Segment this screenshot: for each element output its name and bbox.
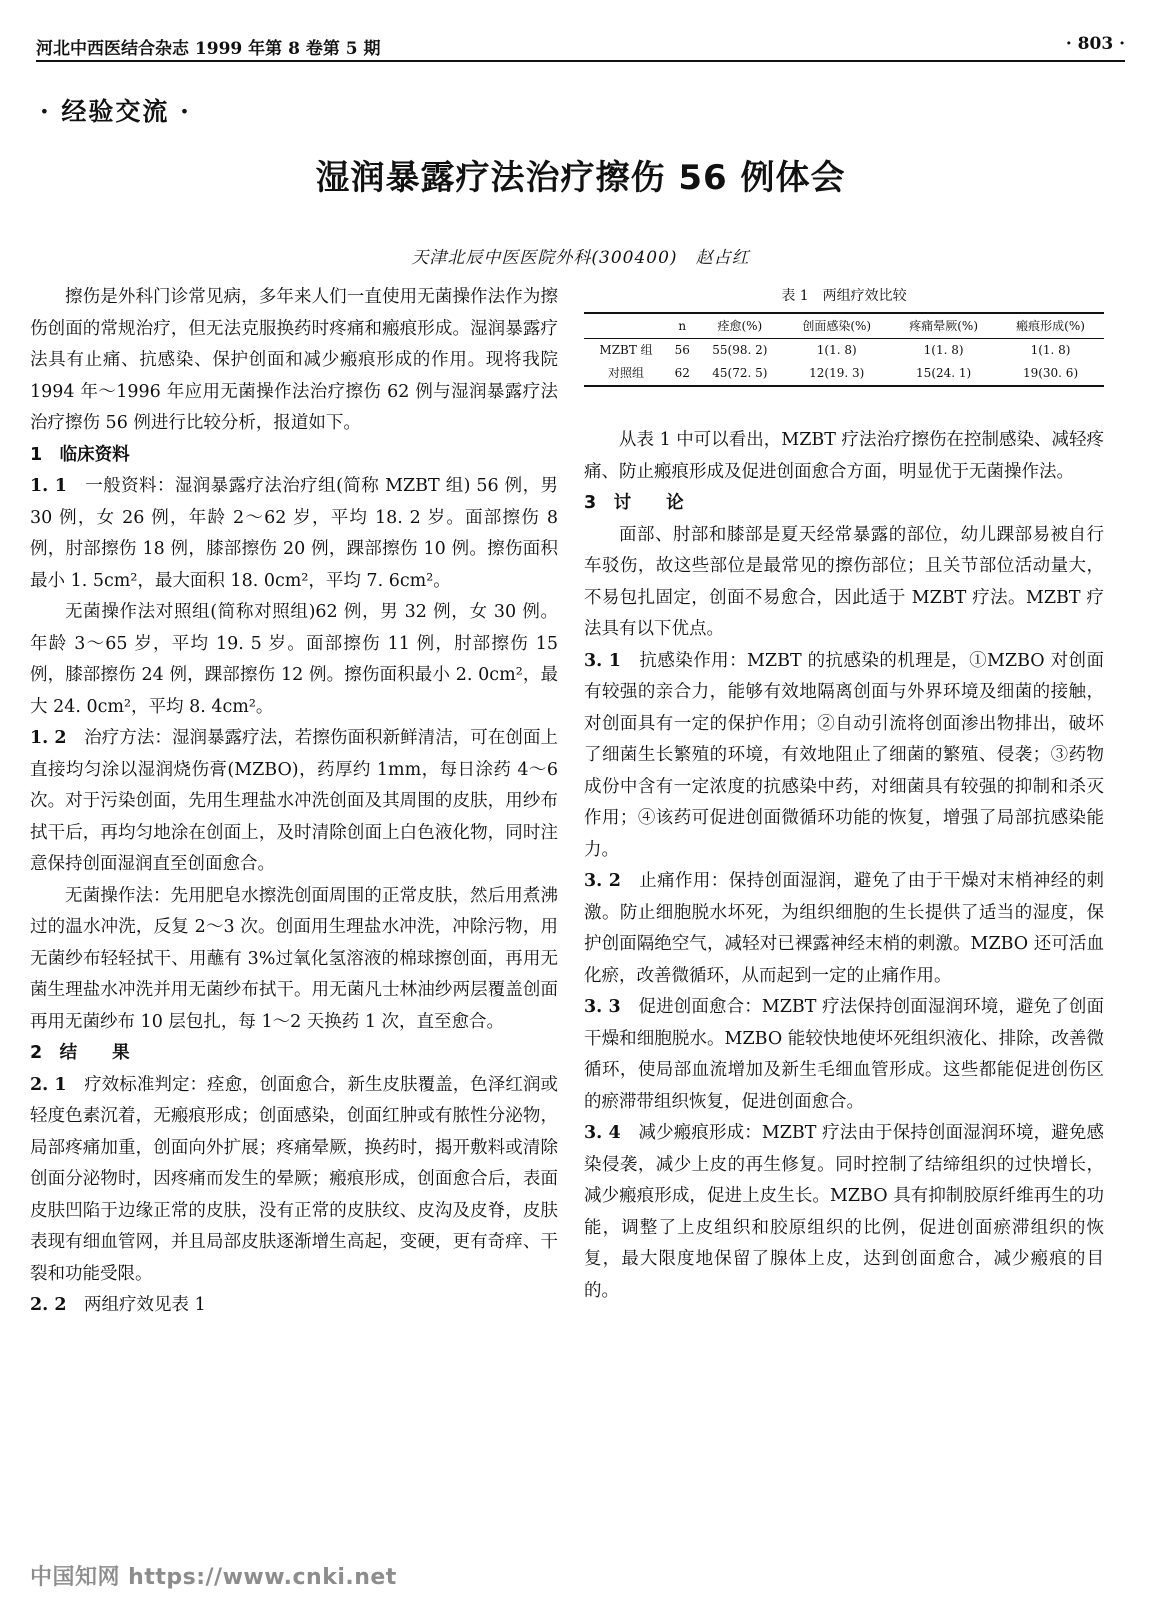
- table-header-row: [584, 313, 1104, 339]
- paragraph-text: 减少瘢痕形成：MZBT 疗法由于保持创面湿润环境，避免感染侵袭，减少上皮的再生修复。同时控制了结缔组织的过快增长，减少瘢痕形成，促进上皮生长。MZBO 具有抑制胶原纤维再生的功能，调整了上皮组织和胶原组织的比例，促进创面瘀滞组织的恢复，最大限度地保留了腺体上皮，达到创面愈合，减少瘢痕的目的。: [584, 1123, 1105, 1301]
- heading-discussion: 3 讨 论: [584, 493, 684, 513]
- paragraph-text: 止痛作用：保持创面湿润，避免了由于干燥对末梢神经的刺激。防止细胞脱水坏死，为组织细胞的生长提供了适当的湿度，保护创面隔绝空气，减轻对已裸露神经末梢的刺激。MZBO 还可活血化瘀，改善微循环，从而起到一定的止痛作用。: [584, 871, 1105, 986]
- paragraph-1-1: [30, 471, 558, 597]
- paragraph-text: 疗效标准判定：痊愈，创面愈合，新生皮肤覆盖，色泽红润或轻度色素沉着，无瘢痕形成；创面感染，创面红肿或有脓性分泌物，局部疼痛加重，创面向外扩展；疼痛晕厥，换药时，揭开敷料或清除创面分泌物时，因疼痛而发生的晕厥；瘢痕形成，创面愈合后，表面皮肤凹陷于边缘正常的皮肤，没有正常的皮肤纹、皮沟及皮脊，皮肤表现有细血管网，并且局部皮肤逐渐增生高起，变硬，更有奇痒、干裂和功能受限。: [30, 1074, 559, 1284]
- table-cell: 56: [674, 343, 690, 357]
- table-cell: 1(1. 8): [1030, 343, 1071, 357]
- table-row: [584, 362, 1104, 386]
- table-cell: 55(98. 2): [712, 343, 768, 357]
- paragraph-1-2: [30, 723, 558, 881]
- article-title: 湿润暴露疗法治疗擦伤 56 例体会: [315, 158, 846, 198]
- paragraph-text: 促进创面愈合：MZBT 疗法保持创面湿润环境，避免了创面干燥和细胞脱水。MZBO 能较快地使坏死组织液化、排除，改善微循环，使局部血流增加及新生毛细血管形成。这些都能促进创伤区的瘀滞带组织恢复，促进创面愈合。: [584, 997, 1105, 1112]
- table-cell: 15(24. 1): [916, 366, 972, 380]
- paragraph-3-4: [584, 1118, 1104, 1307]
- section-number: 1. 2: [30, 728, 67, 748]
- section-number: 1. 1: [30, 476, 67, 496]
- table-header: 疼痛晕厥(%): [890, 313, 997, 339]
- heading-clinical-data: 1 临床资料: [30, 444, 130, 465]
- table-cell: MZBT 组: [599, 343, 653, 357]
- paragraph-text: 两组疗效见表 1: [84, 1295, 206, 1315]
- cnki-watermark: 中国知网 https://www.cnki.net: [30, 1565, 397, 1590]
- table-cell: 1(1. 8): [816, 343, 857, 357]
- table-cell: 19(30. 6): [1022, 366, 1079, 380]
- author-line: 天津北辰中医医院外科(300400) 赵占红: [411, 248, 750, 268]
- heading-results: 2 结 果: [30, 1043, 130, 1063]
- section-number: 3. 1: [584, 650, 621, 671]
- paragraph-text: 治疗方法：湿润暴露疗法，若擦伤面积新鲜清洁，可在创面上直接均匀涂以湿润烧伤膏(MZBO)，药厚约 1mm，每日涂药 4～6 次。对于污染创面，先用生理盐水冲洗创面及其周围的皮肤，用纱布拭干后，再均匀地涂在创面上，及时清除创面上白色液化物，同时注意保持创面湿润直至创面愈合。: [30, 728, 559, 874]
- table-cell: 1(1. 8): [923, 343, 964, 357]
- table-header: 瘢痕形成(%): [997, 313, 1104, 339]
- table-cell: 12(19. 3): [809, 366, 865, 380]
- page-number: · 803 ·: [1065, 34, 1125, 54]
- paragraph-3-1: [584, 646, 1104, 867]
- paragraph-3-3: [584, 992, 1104, 1118]
- journal-name: 河北中西医结合杂志 1999 年第 8 卷第 5 期: [36, 39, 381, 59]
- table-header: 创面感染(%): [783, 313, 890, 339]
- section-number: 3. 4: [584, 1123, 621, 1143]
- paragraph-text: 一般资料：湿润暴露疗法治疗组(简称 MZBT 组) 56 例，男 30 例，女 26 例，年龄 2～62 岁，平均 18. 2 岁。面部擦伤 8 例，肘部擦伤 18 例，膝部擦伤 20 例，踝部擦伤 10 例。擦伤面积最小 1. 5cm²，最大面积 18. 0cm²，平均 7. 6cm²。: [30, 476, 558, 591]
- table-row: [584, 339, 1104, 363]
- right-column: [584, 282, 1104, 1307]
- paragraph-1-1b: 无菌操作法对照组(简称对照组)62 例，男 32 例，女 30 例。年龄 3～65 岁，平均 19. 5 岁。面部擦伤 11 例，肘部擦伤 15 例，膝部擦伤 24 例，踝部擦伤 12 例。擦伤面积最小 2. 0cm²，最大 24. 0cm²，平均 8. 4cm²。: [30, 602, 558, 717]
- paragraph-3-2: [584, 866, 1104, 992]
- table-discussion-paragraph: 从表 1 中可以看出，MZBT 疗法治疗擦伤在控制感染、减轻疼痛、防止瘢痕形成及促进创面愈合方面，明显优于无菌操作法。: [584, 430, 1104, 482]
- table-header: n: [668, 313, 696, 339]
- paragraph-3: 面部、肘部和膝部是夏天经常暴露的部位，幼儿踝部易被自行车驳伤，故这些部位是最常见的擦伤部位；且关节部位活动量大，不易包扎固定，创面不易愈合，因此适于 MZBT 疗法。MZBT 疗法具有以下优点。: [584, 524, 1104, 639]
- paragraph-1-2b: 无菌操作法：先用肥皂水擦洗创面周围的正常皮肤，然后用煮沸过的温水冲洗，反复 2～3 次。创面用生理盐水冲洗，冲除污物，用无菌纱布轻轻拭干、用蘸有 3%过氧化氢溶液的棉球擦创面，再用无菌生理盐水冲洗并用无菌纱布拭干。用无菌凡士林油纱两层覆盖创面再用无菌纱布 10 层包扎，每 1～2 天换药 1 次，直至愈合。: [30, 885, 558, 1032]
- table-cell: 62: [674, 366, 690, 380]
- table-header: [584, 313, 668, 339]
- section-label: · 经验交流 ·: [40, 97, 191, 126]
- running-header: [36, 34, 1125, 62]
- intro-paragraph: 擦伤是外科门诊常见病，多年来人们一直使用无菌操作法作为擦伤创面的常规治疗，但无法克服换药时疼痛和瘢痕形成。湿润暴露疗法具有止痛、抗感染、保护创面和减少瘢痕形成的作用。现将我院 1994 年～1996 年应用无菌操作法治疗擦伤 62 例与湿润暴露疗法治疗擦伤 56 例进行比较分析，报道如下。: [30, 287, 558, 433]
- section-number: 3. 3: [584, 997, 621, 1017]
- paragraph-text: 抗感染作用：MZBT 的抗感染的机理是，①MZBO 对创面有较强的亲合力，能够有效地隔离创面与外界环境及细菌的接触，对创面具有一定的保护作用；②自动引流将创面渗出物排出，破坏了细菌生长繁殖的环境，有效地阻止了细菌的繁殖、侵袭；③药物成份中含有一定浓度的抗感染中药，对细菌具有较强的抑制和杀灭作用；④该药可促进创面微循环功能的恢复，增强了局部抗感染能力。: [584, 650, 1104, 860]
- section-number: 2. 1: [30, 1074, 67, 1095]
- table-caption: 表 1 两组疗效比较: [781, 288, 907, 304]
- left-column: [30, 282, 558, 1322]
- paragraph-2-1: [30, 1070, 558, 1291]
- section-number: 2. 2: [30, 1295, 67, 1315]
- table-cell: 45(72. 5): [712, 366, 768, 380]
- paragraph-2-2: [30, 1290, 558, 1322]
- efficacy-table: [584, 312, 1104, 387]
- section-number: 3. 2: [584, 871, 621, 891]
- table-header: 痊愈(%): [696, 313, 783, 339]
- table-cell: 对照组: [608, 366, 645, 380]
